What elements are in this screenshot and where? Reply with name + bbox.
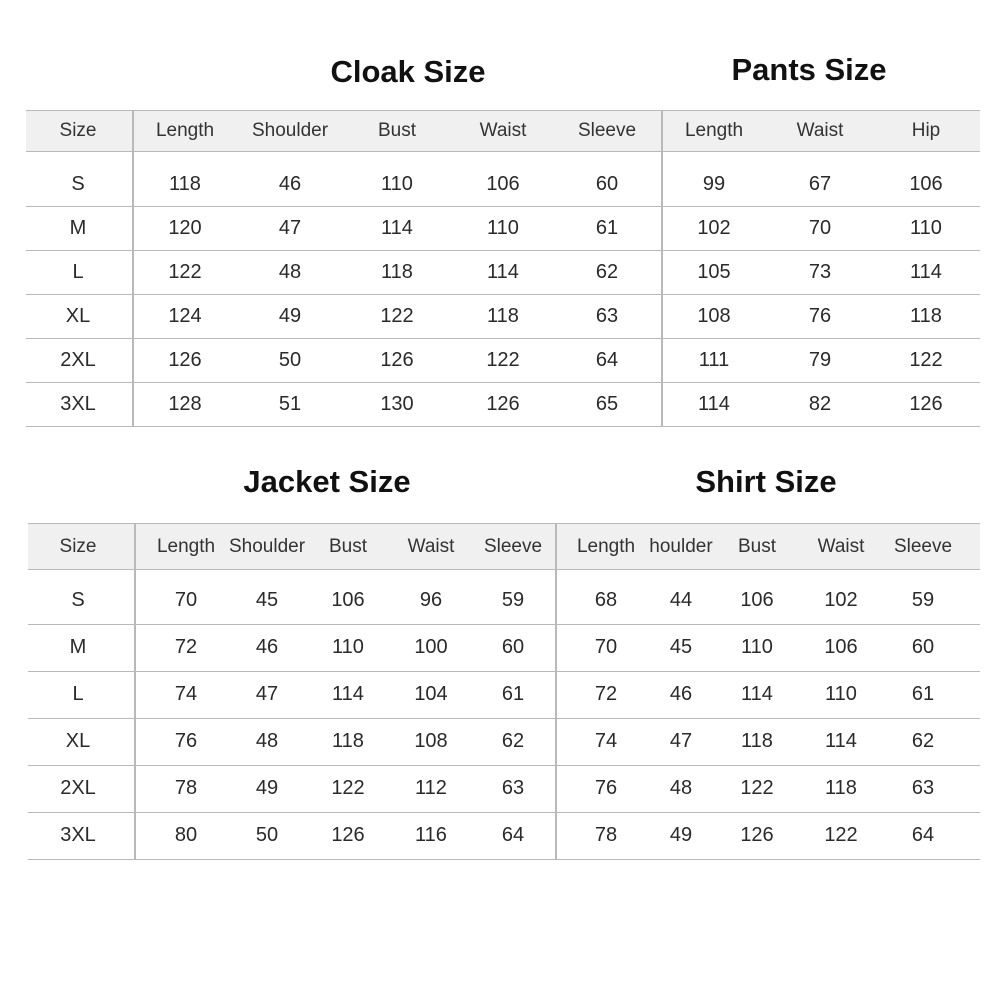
measurement-cell: 122 — [824, 824, 858, 846]
measurement-cell: 49 — [278, 304, 302, 327]
cloak-pants-size-table — [26, 110, 980, 426]
column-header: Waist — [407, 535, 455, 557]
measurement-cell: 50 — [255, 824, 279, 846]
measurement-cell: 108 — [697, 304, 731, 327]
measurement-cell: 126 — [909, 392, 943, 415]
measurement-cell: 60 — [911, 636, 935, 658]
measurement-cell: 114 — [487, 260, 519, 283]
jacket-shirt-size-table — [28, 523, 980, 859]
measurement-cell: 118 — [487, 304, 519, 327]
measurement-cell: 126 — [168, 348, 202, 371]
measurement-cell: 44 — [669, 589, 693, 611]
measurement-cell: 64 — [501, 824, 525, 846]
column-header: Bust — [377, 120, 417, 141]
measurement-cell: 70 — [594, 636, 618, 658]
measurement-cell: 120 — [168, 216, 202, 239]
measurement-cell: 126 — [740, 824, 774, 846]
column-header: Bust — [737, 535, 777, 557]
column-header: Length — [576, 535, 636, 557]
column-header: Hip — [911, 120, 941, 141]
measurement-cell: 96 — [419, 589, 443, 611]
measurement-cell: 46 — [255, 636, 279, 658]
measurement-cell: 106 — [909, 172, 943, 195]
column-header: Length — [155, 120, 215, 141]
table-header-row — [26, 110, 980, 152]
measurement-cell: 110 — [332, 636, 364, 658]
measurement-cell: 80 — [174, 824, 198, 846]
measurement-cell: 99 — [702, 172, 726, 195]
measurement-cell: 46 — [278, 172, 302, 195]
measurement-cell: 118 — [825, 777, 857, 799]
size-label-cell: 3XL — [60, 392, 96, 415]
table-header-row — [28, 523, 980, 570]
table-row — [28, 812, 980, 860]
measurement-cell: 67 — [808, 172, 832, 195]
measurement-cell: 114 — [381, 216, 413, 239]
measurement-cell: 47 — [255, 683, 279, 705]
measurement-cell: 45 — [255, 589, 279, 611]
column-header: Sleeve — [577, 120, 637, 141]
table-row — [26, 206, 980, 251]
table-row — [28, 624, 980, 672]
column-header: Waist — [479, 120, 527, 141]
measurement-cell: 48 — [669, 777, 693, 799]
column-divider — [555, 523, 557, 859]
measurement-cell: 122 — [168, 260, 202, 283]
measurement-cell: 106 — [486, 172, 520, 195]
measurement-cell: 105 — [697, 260, 731, 283]
size-label-cell: 3XL — [60, 824, 96, 846]
measurement-cell: 116 — [415, 824, 447, 846]
measurement-cell: 79 — [808, 348, 832, 371]
measurement-cell: 60 — [595, 172, 619, 195]
table-row — [26, 162, 980, 207]
measurement-cell: 122 — [486, 348, 520, 371]
column-divider — [132, 110, 134, 426]
measurement-cell: 60 — [501, 636, 525, 658]
measurement-cell: 110 — [741, 636, 773, 658]
measurement-cell: 47 — [669, 730, 693, 752]
measurement-cell: 111 — [698, 348, 730, 371]
column-header: Shoulder — [228, 535, 306, 557]
column-header: Sleeve — [483, 535, 543, 557]
measurement-cell: 61 — [595, 216, 619, 239]
table-row — [28, 671, 980, 719]
measurement-cell: 114 — [741, 683, 773, 705]
measurement-cell: 108 — [414, 730, 448, 752]
column-header: Waist — [817, 535, 865, 557]
shirt-size-title: Shirt Size — [695, 464, 837, 499]
measurement-cell: 118 — [910, 304, 942, 327]
measurement-cell: 122 — [331, 777, 365, 799]
table-row — [26, 382, 980, 427]
measurement-cell: 74 — [594, 730, 618, 752]
column-divider — [134, 523, 136, 859]
measurement-cell: 70 — [174, 589, 198, 611]
column-header: Size — [59, 535, 97, 557]
size-label-cell: 2XL — [60, 348, 96, 371]
table-row — [28, 718, 980, 766]
measurement-cell: 76 — [174, 730, 198, 752]
measurement-cell: 78 — [174, 777, 198, 799]
measurement-cell: 126 — [331, 824, 365, 846]
jacket-size-title: Jacket Size — [243, 464, 411, 499]
column-divider — [661, 110, 663, 426]
measurement-cell: 110 — [825, 683, 857, 705]
measurement-cell: 124 — [168, 304, 202, 327]
measurement-cell: 49 — [669, 824, 693, 846]
table-row — [28, 577, 980, 625]
measurement-cell: 63 — [501, 777, 525, 799]
measurement-cell: 100 — [414, 636, 448, 658]
column-header: Waist — [796, 120, 844, 141]
measurement-cell: 59 — [501, 589, 525, 611]
measurement-cell: 122 — [909, 348, 943, 371]
measurement-cell: 112 — [415, 777, 447, 799]
measurement-cell: 68 — [594, 589, 618, 611]
measurement-cell: 110 — [487, 216, 519, 239]
size-label-cell: M — [69, 216, 87, 239]
table-row — [26, 338, 980, 383]
measurement-cell: 73 — [808, 260, 832, 283]
measurement-cell: 128 — [168, 392, 202, 415]
size-label-cell: XL — [65, 304, 91, 327]
measurement-cell: 64 — [595, 348, 619, 371]
size-label-cell: L — [72, 683, 84, 705]
cloak-size-title: Cloak Size — [330, 54, 486, 89]
size-label-cell: M — [69, 636, 87, 658]
column-header: Length — [684, 120, 744, 141]
column-header: Bust — [328, 535, 368, 557]
measurement-cell: 49 — [255, 777, 279, 799]
measurement-cell: 118 — [741, 730, 773, 752]
measurement-cell: 51 — [278, 392, 302, 415]
size-label-cell: S — [71, 172, 85, 195]
measurement-cell: 76 — [594, 777, 618, 799]
measurement-cell: 63 — [911, 777, 935, 799]
size-label-cell: L — [72, 260, 84, 283]
measurement-cell: 46 — [669, 683, 693, 705]
measurement-cell: 74 — [174, 683, 198, 705]
measurement-cell: 118 — [169, 172, 201, 195]
measurement-cell: 47 — [278, 216, 302, 239]
measurement-cell: 110 — [381, 172, 413, 195]
measurement-cell: 62 — [595, 260, 619, 283]
measurement-cell: 78 — [594, 824, 618, 846]
table-row — [26, 250, 980, 295]
measurement-cell: 59 — [911, 589, 935, 611]
measurement-cell: 64 — [911, 824, 935, 846]
measurement-cell: 65 — [595, 392, 619, 415]
column-header: Size — [59, 120, 97, 141]
measurement-cell: 70 — [808, 216, 832, 239]
size-label-cell: 2XL — [60, 777, 96, 799]
measurement-cell: 48 — [255, 730, 279, 752]
measurement-cell: 126 — [486, 392, 520, 415]
measurement-cell: 118 — [381, 260, 413, 283]
table-row — [28, 765, 980, 813]
measurement-cell: 110 — [910, 216, 942, 239]
measurement-cell: 45 — [669, 636, 693, 658]
measurement-cell: 102 — [697, 216, 731, 239]
measurement-cell: 61 — [501, 683, 525, 705]
measurement-cell: 114 — [332, 683, 364, 705]
size-label-cell: XL — [65, 730, 91, 752]
measurement-cell: 62 — [911, 730, 935, 752]
measurement-cell: 122 — [380, 304, 414, 327]
measurement-cell: 114 — [825, 730, 857, 752]
measurement-cell: 118 — [332, 730, 364, 752]
measurement-cell: 114 — [698, 392, 730, 415]
measurement-cell: 72 — [594, 683, 618, 705]
column-header: houlder — [649, 535, 713, 557]
measurement-cell: 76 — [808, 304, 832, 327]
measurement-cell: 122 — [740, 777, 774, 799]
measurement-cell: 48 — [278, 260, 302, 283]
column-header: Length — [156, 535, 216, 557]
column-header: Shoulder — [251, 120, 329, 141]
measurement-cell: 104 — [414, 683, 448, 705]
measurement-cell: 63 — [595, 304, 619, 327]
measurement-cell: 114 — [910, 260, 942, 283]
measurement-cell: 102 — [824, 589, 858, 611]
measurement-cell: 106 — [824, 636, 858, 658]
measurement-cell: 62 — [501, 730, 525, 752]
column-header: Sleeve — [893, 535, 953, 557]
measurement-cell: 130 — [380, 392, 414, 415]
measurement-cell: 106 — [331, 589, 365, 611]
measurement-cell: 126 — [380, 348, 414, 371]
measurement-cell: 61 — [911, 683, 935, 705]
measurement-cell: 82 — [808, 392, 832, 415]
measurement-cell: 106 — [740, 589, 774, 611]
pants-size-title: Pants Size — [731, 52, 887, 87]
measurement-cell: 50 — [278, 348, 302, 371]
table-row — [26, 294, 980, 339]
size-label-cell: S — [71, 589, 85, 611]
measurement-cell: 72 — [174, 636, 198, 658]
